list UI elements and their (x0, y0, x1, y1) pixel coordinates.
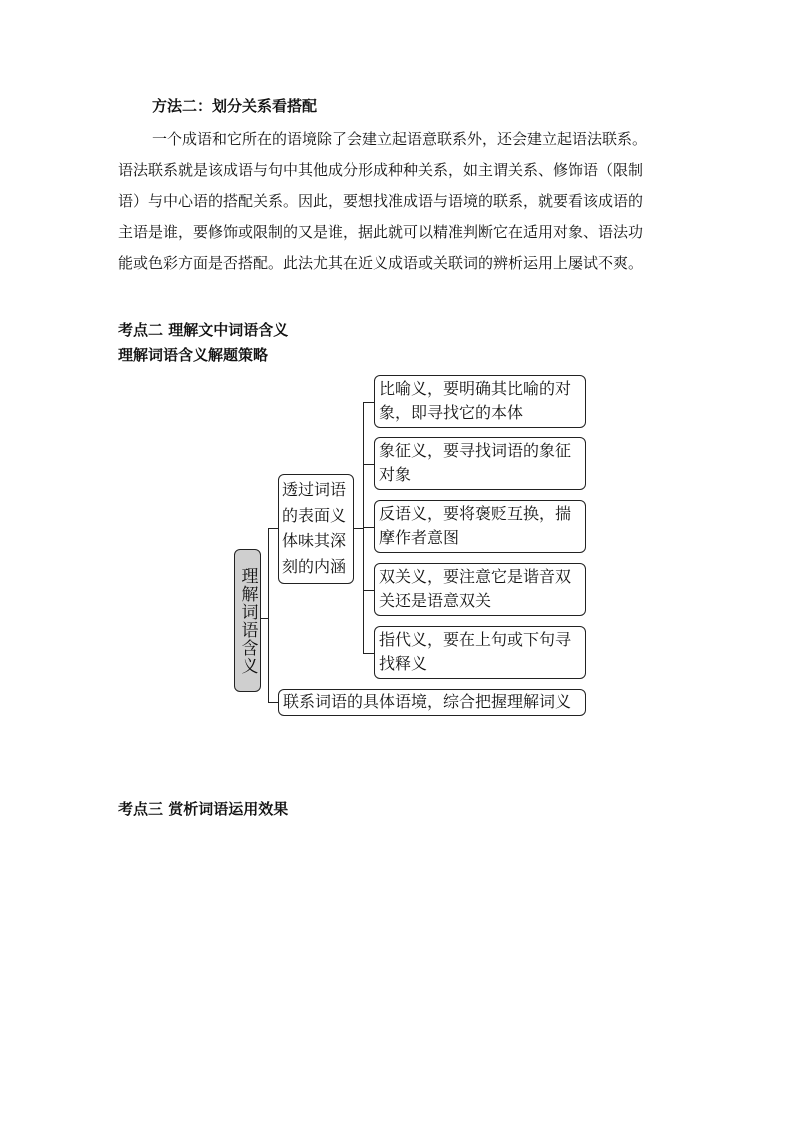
method2-paragraph-line: 语法联系就是该成语与句中其他成分形成种种关系，如主谓关系、修饰语（限制 (118, 161, 644, 179)
leaf-connector (363, 590, 374, 591)
method2-paragraph-line: 语）与中心语的搭配关系。因此，要想找准成语与语境的联系，就要看该成语的 (118, 192, 644, 210)
leaf-irony-box: 反语义，要将褒贬互换，揣摩作者意图 (374, 500, 586, 553)
root-box: 理解词语含义 (234, 549, 261, 692)
kaodian2-heading: 考点二 理解文中词语含义 (118, 321, 289, 339)
leaf-pun-box: 双关义，要注意它是谐音双关还是语意双关 (374, 563, 586, 616)
leaf-connector (363, 653, 374, 654)
kaodian3-heading: 考点三 赏析词语运用效果 (118, 800, 289, 818)
method2-paragraph-line: 能或色彩方面是否搭配。此法尤其在近义成语或关联词的辨析运用上屡试不爽。 (118, 254, 644, 272)
leaf-connector (363, 527, 374, 528)
branch1-box: 透过词语的表面义体味其深刻的内涵 (278, 474, 354, 584)
method2-paragraph-line: 一个成语和它所在的语境除了会建立起语意联系外，还会建立起语法联系。 (152, 130, 648, 148)
leaves-bracket (363, 402, 364, 654)
method2-heading: 方法二：划分关系看搭配 (152, 97, 318, 115)
branch2-box: 联系词语的具体语境，综合把握理解词义 (278, 689, 586, 716)
leaf-reference-box: 指代义，要在上句或下句寻找释义 (374, 626, 586, 679)
kaodian2-subheading: 理解词语含义解题策略 (118, 346, 269, 364)
leaf-connector (363, 402, 374, 403)
root-bracket (268, 528, 269, 702)
method2-paragraph-line: 主语是谁，要修饰或限制的又是谁，据此就可以精准判断它在适用对象、语法功 (118, 223, 644, 241)
leaf-metaphor-box: 比喻义，要明确其比喻的对象，即寻找它的本体 (374, 375, 586, 428)
leaf-connector (363, 464, 374, 465)
leaf-symbol-box: 象征义，要寻找词语的象征对象 (374, 437, 586, 490)
root-connector (261, 618, 269, 619)
